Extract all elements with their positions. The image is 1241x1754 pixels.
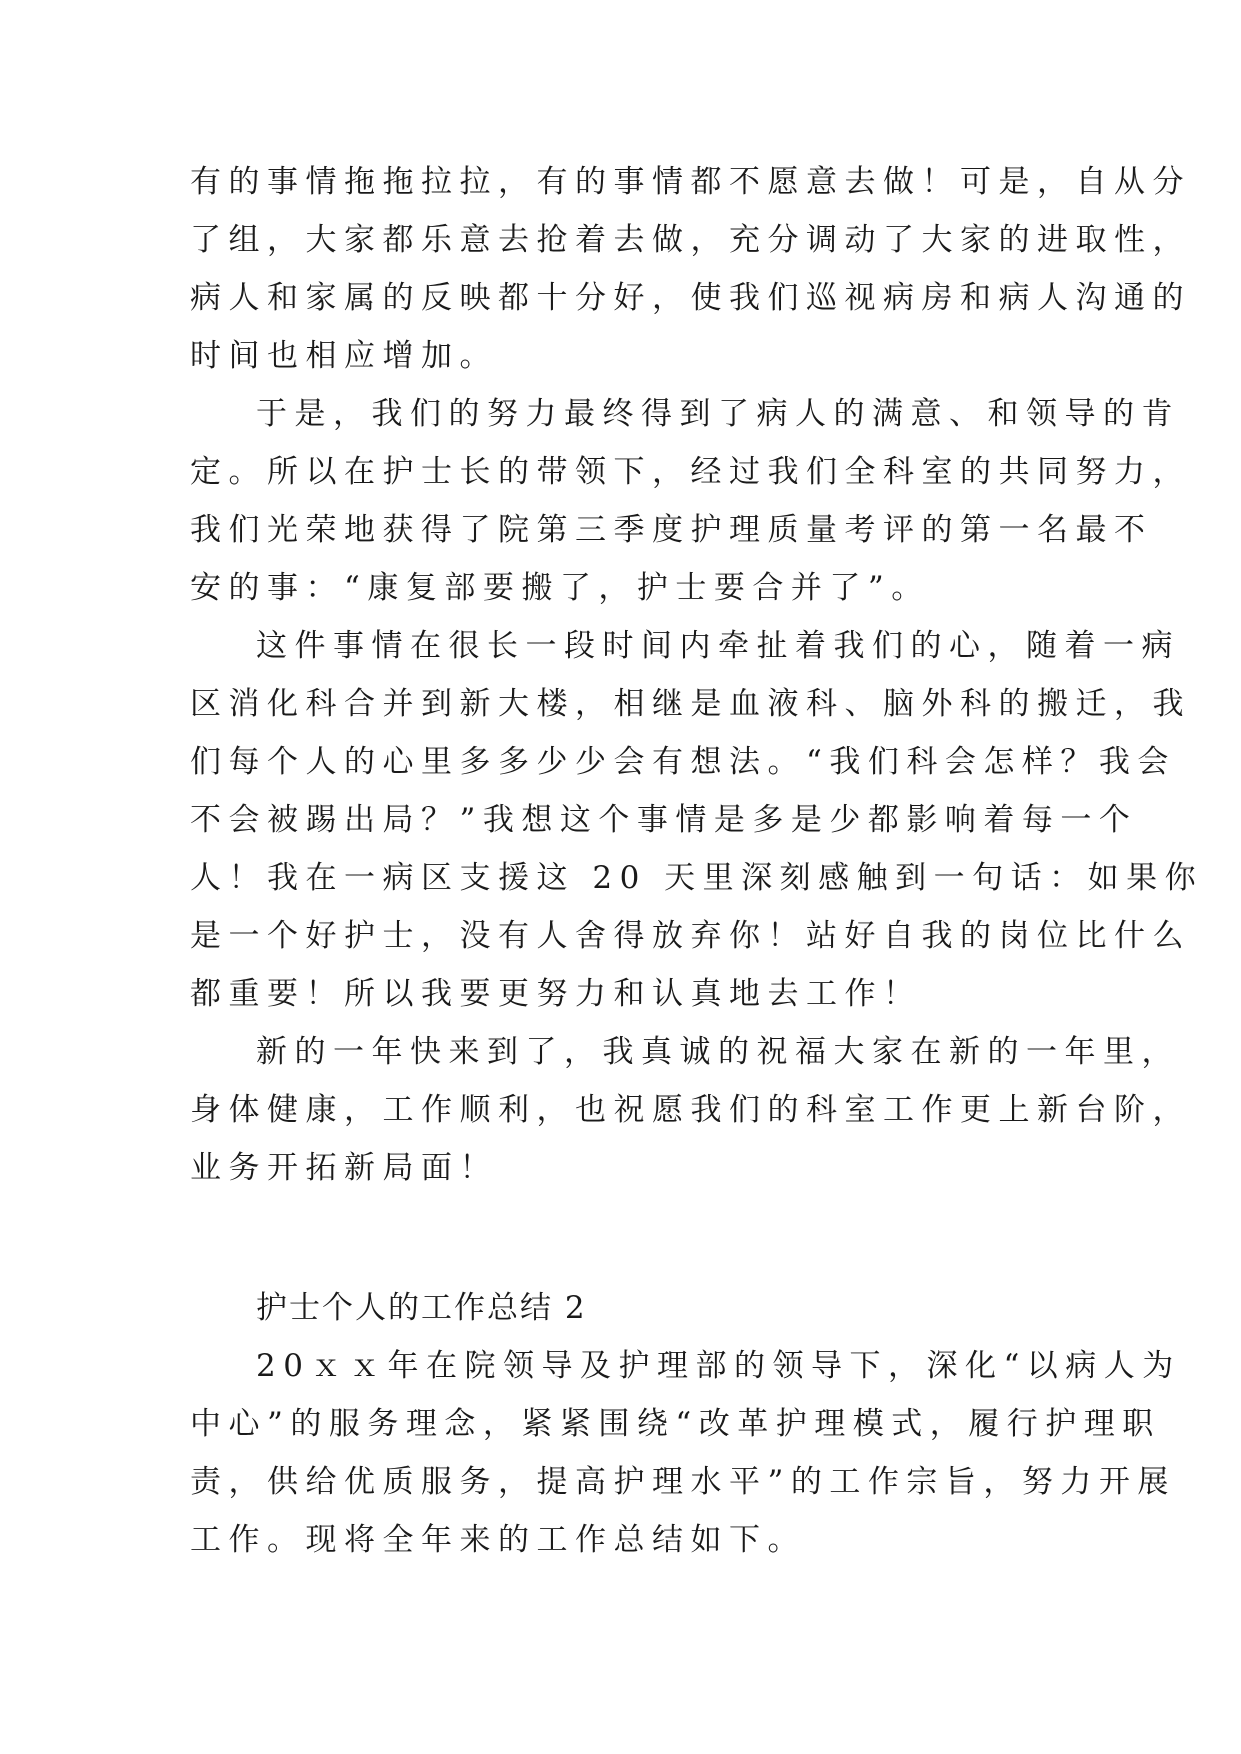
text-line: 身体健康，工作顺利，也祝愿我们的科室工作更上新台阶， <box>190 1092 1191 1128</box>
text-line: 责，供给优质服务，提高护理水平”的工作宗旨，努力开展 <box>190 1464 1176 1500</box>
document-body <box>190 153 1204 1569</box>
paragraph-5 <box>190 1337 1181 1569</box>
text-line: 工作。现将全年来的工作总结如下。 <box>190 1522 806 1558</box>
text-line: 业务开拓新局面！ <box>190 1150 498 1186</box>
paragraph-1 <box>190 153 1191 385</box>
text-line: 不会被踢出局？”我想这个事情是多是少都影响着每一个 <box>190 802 1138 838</box>
text-line: 时间也相应增加。 <box>190 338 498 374</box>
text-line: 20ｘｘ年在院领导及护理部的领导下，深化“以病人为 <box>256 1348 1181 1384</box>
text-line: 定。所以在护士长的带领下，经过我们全科室的共同努力， <box>190 454 1191 490</box>
section-heading: 护士个人的工作总结 2 <box>256 1290 587 1326</box>
text-line: 新的一年快来到了，我真诚的祝福大家在新的一年里， <box>256 1034 1180 1070</box>
text-line: 是一个好护士，没有人舍得放弃你！站好自我的岗位比什么 <box>190 918 1191 954</box>
text-line: 们每个人的心里多多少少会有想法。“我们科会怎样？我会 <box>190 744 1176 780</box>
paragraph-3 <box>190 617 1204 1023</box>
section-spacer <box>190 1197 1060 1279</box>
text-line: 都重要！所以我要更努力和认真地去工作！ <box>190 976 922 1012</box>
text-line: 安的事：“康复部要搬了，护士要合并了”。 <box>190 570 930 606</box>
paragraph-2 <box>190 385 1191 617</box>
text-line: 区消化科合并到新大楼，相继是血液科、脑外科的搬迁，我 <box>190 686 1191 722</box>
text-line: 人！我在一病区支援这 20 天里深刻感触到一句话：如果你 <box>190 860 1204 896</box>
text-line: 病人和家属的反映都十分好，使我们巡视病房和病人沟通的 <box>190 280 1191 316</box>
text-line: 有的事情拖拖拉拉，有的事情都不愿意去做！可是，自从分 <box>190 164 1191 200</box>
text-line: 于是，我们的努力最终得到了病人的满意、和领导的肯 <box>256 396 1180 432</box>
text-line: 这件事情在很长一段时间内牵扯着我们的心，随着一病 <box>256 628 1180 664</box>
text-line: 我们光荣地获得了院第三季度护理质量考评的第一名最不 <box>190 512 1153 548</box>
paragraph-4 <box>190 1023 1191 1197</box>
text-line: 了组，大家都乐意去抢着去做，充分调动了大家的进取性， <box>190 222 1191 258</box>
text-line: 中心”的服务理念，紧紧围绕“改革护理模式，履行护理职 <box>190 1406 1161 1442</box>
